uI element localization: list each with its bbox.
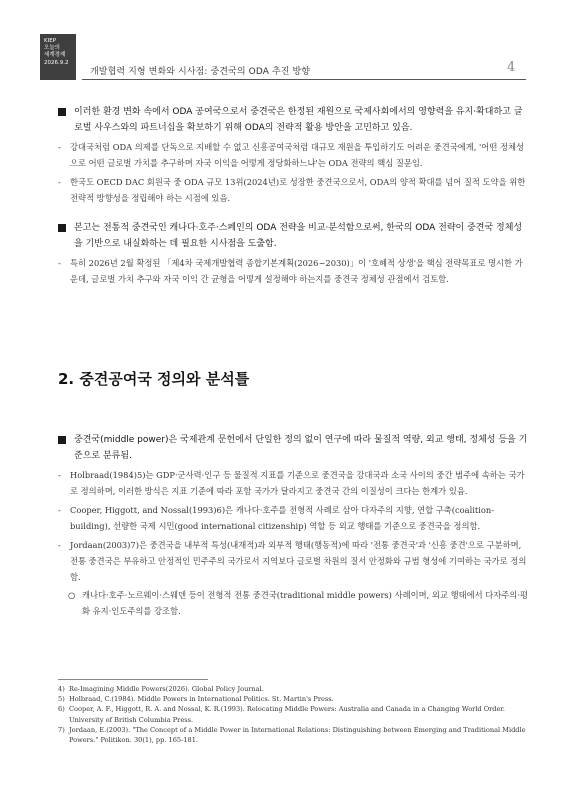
logo-line: 2026.9.2 xyxy=(44,59,69,66)
footnote-text: Holbraad, C.(1984). Middle Powers in International Politics. St. Martin's Press. xyxy=(69,695,334,704)
definition-block xyxy=(58,432,528,619)
footnote-number: 4) xyxy=(58,685,65,693)
bullet-paragraph xyxy=(58,432,528,464)
logo-line: 세계경제 xyxy=(44,52,66,59)
dash-item xyxy=(58,256,528,287)
circle-text: 캐나다·호주·노르웨이·스웨덴 등이 전형적 전통 중견국(traditional middle powers) 사례이며, 외교 행태에서 다자주의·평화 유지·인도주의를 강조함. xyxy=(82,590,528,616)
footnote-divider xyxy=(58,679,208,680)
dash-text: 강대국처럼 ODA 의제를 단독으로 지배할 수 없고 신흥공여국처럼 대규모 재원을 투입하기도 어려운 중견국에게, '어떤 정체성으로 어떤 글로벌 가치를 추구하며 자국 이익을 어떻게 정당화하느냐'는 ODA 전략의 핵심 질문임. xyxy=(70,142,525,168)
section-heading: 2. 중견공여국 정의와 분석틀 xyxy=(58,370,250,388)
footnote xyxy=(58,684,528,694)
intro-block xyxy=(58,104,528,288)
dash-item xyxy=(58,175,528,206)
bullet-text: 본고는 전통적 중견국인 캐나다·호주·스페인의 ODA 전략을 비교·분석함으로써, 한국의 ODA 전략이 중견국 정체성을 기반으로 내실화하는 데 필요한 시사점을 도출함. xyxy=(74,223,523,250)
bullet-paragraph xyxy=(58,104,528,136)
dash-item xyxy=(58,503,528,534)
square-bullet-icon xyxy=(58,108,66,116)
dash-item xyxy=(58,140,528,171)
footnote xyxy=(58,694,528,704)
footnote-text: Re-Imagining Middle Powers(2026). Global Policy Journal. xyxy=(69,685,264,693)
circle-item xyxy=(58,588,528,619)
dash-item xyxy=(58,468,528,499)
dash-item xyxy=(58,538,528,585)
footnote-number: 5) xyxy=(58,695,65,704)
footnote-text: Cooper, A. F., Higgott, R. A. and Nossal, K. R.(1993). Relocating Middle Powers: Australia and Canada in a Changing World Order. University of British Columbia Press. xyxy=(69,705,505,724)
footnote xyxy=(58,704,528,724)
logo-line: KIEP xyxy=(44,38,57,44)
dash-marker: - xyxy=(58,177,61,188)
dash-text: 한국도 OECD DAC 회원국 중 ODA 규모 13위(2024년)로 성장한 중견국으로서, ODA의 양적 확대를 넘어 질적 도약을 위한 전략적 방향성을 정립해야 하는 시점에 있음. xyxy=(70,177,526,203)
kiep-logo xyxy=(40,34,76,80)
dash-marker: - xyxy=(58,470,61,480)
page-number: 4 xyxy=(507,60,516,75)
running-header-title: 개발협력 지형 변화와 시사점: 중견국의 ODA 추진 방향 xyxy=(90,67,311,77)
dash-marker: - xyxy=(58,505,61,516)
header-divider xyxy=(82,79,526,80)
dash-marker: - xyxy=(58,258,61,269)
square-bullet-icon xyxy=(58,224,66,232)
dash-text: Holbraad(1984)5)는 GDP·군사력·인구 등 물질적 지표를 기준으로 중견국을 강대국과 소국 사이의 중간 범주에 속하는 국가로 정의하며, 이러한 방식은 지표 기준에 따라 포함 국가가 달라지고 중견국 간의 이질성이 크다는 한계가 있음. xyxy=(70,470,525,496)
footnotes xyxy=(58,684,528,745)
bullet-text: 이러한 환경 변화 속에서 ODA 공여국으로서 중견국은 한정된 재원으로 국제사회에서의 영향력을 유지·확대하고 글로벌 사우스와의 파트너십을 확보하기 위해 ODA의 전략적 활용 방안을 고민하고 있음. xyxy=(74,107,523,133)
dash-marker: - xyxy=(58,540,61,551)
dash-text: Jordaan(2003)7)은 중견국을 내부적 특성(내재적)과 외부적 행태(행동적)에 따라 '전통 중견국'과 '신흥 중견'으로 구분하며, 전통 중견국은 부유하고 안정적인 민주주의 국가로서 지역보다 글로벌 차원의 질서 안정화와 규범 형성에 기여하는 국가로 정의함. xyxy=(70,540,527,582)
bullet-text: 중견국(middle power)은 국제관계 문헌에서 단일한 정의 없이 연구에 따라 물질적 역량, 외교 행태, 정체성 등을 기준으로 분류됨. xyxy=(74,435,528,461)
footnote-text: Jordaan, E.(2003). "The Concept of a Middle Power in International Relations: Distinguishing between Emerging and Traditional Middle Powers." Politikon. 30(1), pp. 165-181. xyxy=(69,725,526,745)
square-bullet-icon xyxy=(58,436,66,444)
footnote-number: 6) xyxy=(58,705,65,714)
footnote-number: 7) xyxy=(58,725,65,734)
circle-bullet-icon: ○ xyxy=(68,590,76,601)
page-header xyxy=(0,0,566,80)
logo-line: 오늘의 xyxy=(44,45,60,52)
dash-text: Cooper, Higgott, and Nossal(1993)6)은 캐나다·호주를 전형적 사례로 삼아 다자주의 지향, 연합 구축(coalition-building), 선량한 국제 시민(good international citizenship) 역할 등 외교 행태를 기준으로 중견국을 정의함. xyxy=(70,505,495,531)
bullet-paragraph xyxy=(58,220,528,252)
footnote xyxy=(58,725,528,745)
dash-text: 특히 2026년 2월 확정된 「제4차 국제개발협력 종합기본계획(2026~2030)」이 '호혜적 상생'을 핵심 전략목표로 명시한 가운데, 글로벌 가치 추구와 자국 이익 간 균형을 어떻게 설정해야 하는지를 중견국 정체성 관점에서 검토함. xyxy=(70,258,523,284)
dash-marker: - xyxy=(58,142,61,152)
